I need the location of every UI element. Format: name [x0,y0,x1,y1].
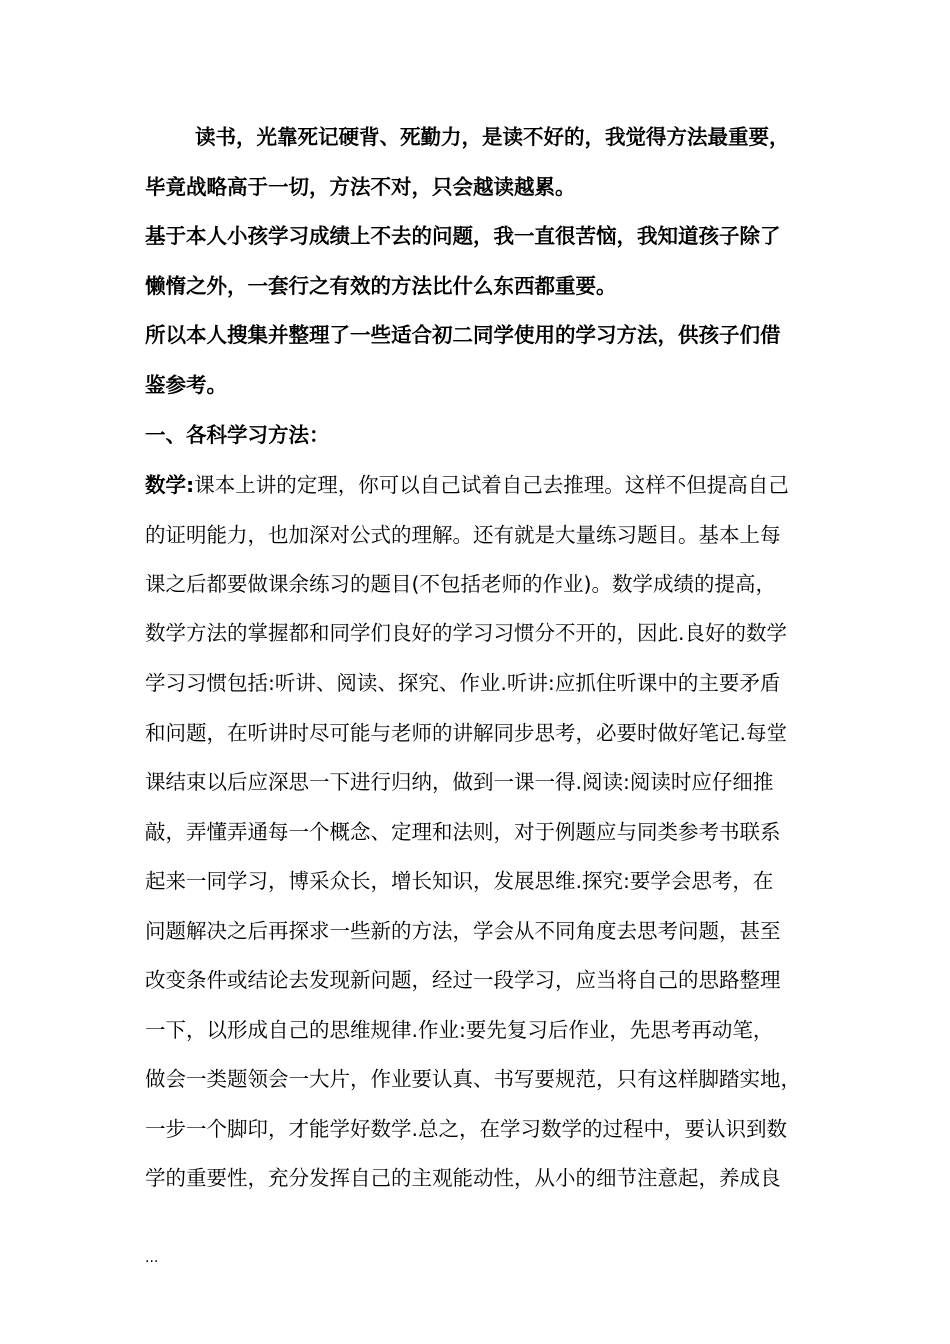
math-line: 的证明能力，也加深对公式的理解。还有就是大量练习题目。基本上每 [145,523,781,547]
math-line: 问题解决之后再探求一些新的方法，学会从不同角度去思考问题，甚至 [145,919,781,943]
math-line: 敲，弄懂弄通每一个概念、定理和法则，对于例题应与同类参考书联系 [145,820,781,844]
section-heading: 一、各科学习方法： [145,423,330,447]
math-line: 一下，以形成自己的思维规律.作业:要先复习后作业，先思考再动笔， [145,1018,774,1042]
math-line: 课之后都要做课余练习的题目(不包括老师的作业)。数学成绩的提高， [145,572,776,596]
math-paragraph-first-line [145,461,810,510]
math-line: 一步一个脚印，才能学好数学.总之，在学习数学的过程中，要认识到数 [145,1117,788,1141]
math-line: 数学方法的掌握都和同学们良好的学习习惯分不开的，因此.良好的数学 [145,621,788,645]
math-line: 学的重要性，充分发挥自己的主观能动性，从小的细节注意起，养成良 [145,1166,781,1190]
intro-line-1: 读书，光靠死记硬背、死勤力，是读不好的，我觉得方法最重要， [195,125,790,149]
intro-line-2: 毕竟战略高于一切，方法不对，只会越读越累。 [145,175,576,199]
intro-line-4: 懒惰之外，一套行之有效的方法比什么东西都重要。 [145,274,617,298]
math-line: 做会一类题领会一大片，作业要认真、书写要规范，只有这样脚踏实地， [145,1067,801,1091]
math-line: 和问题，在听讲时尽可能与老师的讲解同步思考，必要时做好笔记.每堂 [145,721,788,745]
math-line: 改变条件或结论去发现新问题，经过一段学习，应当将自己的思路整理 [145,968,781,992]
math-line: 课结束以后应深思一下进行归纳，做到一课一得.阅读:阅读时应仔细推 [145,770,774,794]
math-line: 起来一同学习，博采众长，增长知识，发展思维.探究:要学会思考，在 [145,869,774,893]
math-line: 学习习惯包括:听讲、阅读、探究、作业.听讲:应抓住听课中的主要矛盾 [145,671,781,695]
intro-line-6: 鉴参考。 [145,373,227,397]
math-label: 数学: [145,473,195,497]
intro-line-3: 基于本人小孩学习成绩上不去的问题，我一直很苦恼，我知道孩子除了 [145,224,781,248]
footer-ellipsis: ... [145,1250,159,1266]
intro-line-5: 所以本人搜集并整理了一些适合初二同学使用的学习方法，供孩子们借 [145,323,781,347]
math-first-line-text: 课本上讲的定理，你可以自己试着自己去推理。这样不但提高自己 [194,473,789,497]
